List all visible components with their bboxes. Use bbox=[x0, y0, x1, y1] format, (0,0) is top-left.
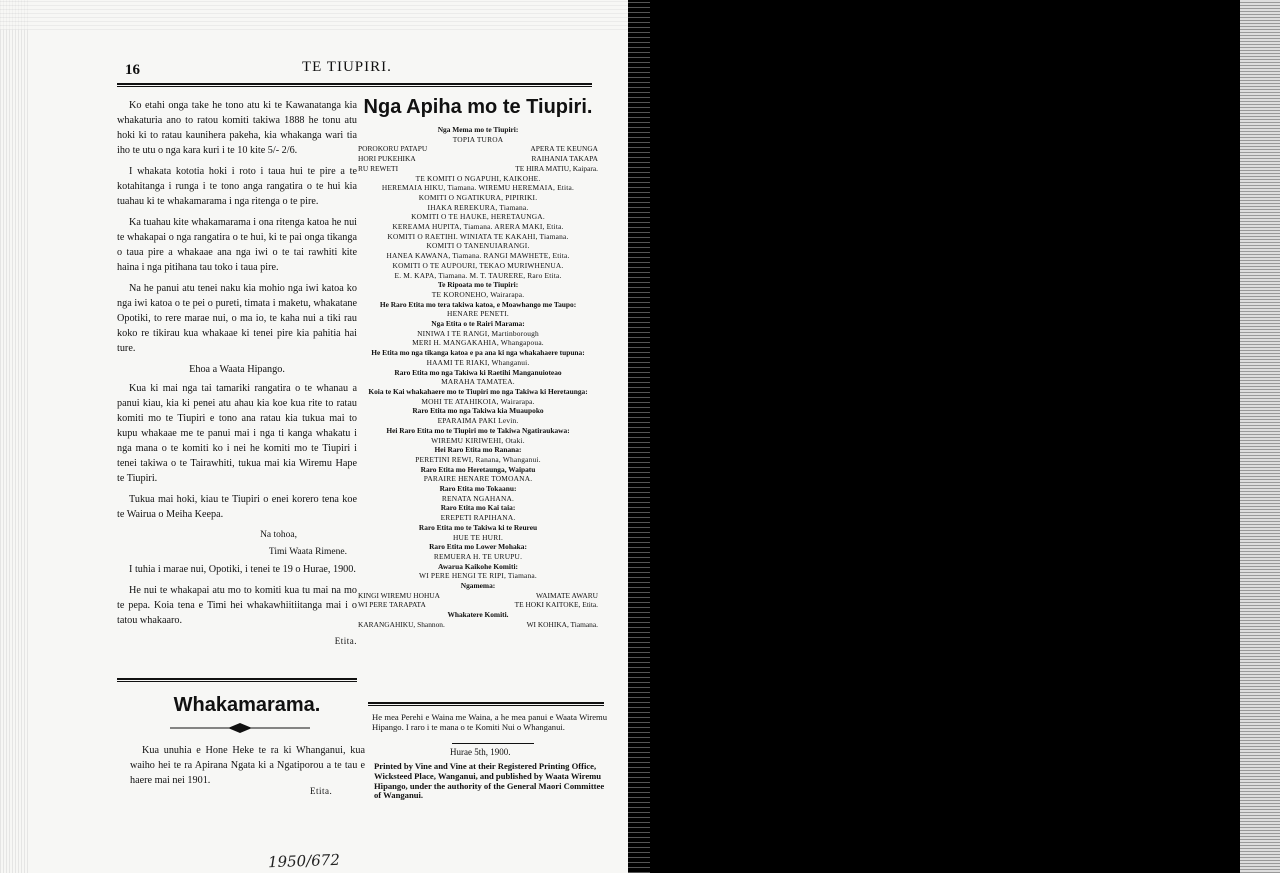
letter-heading: Ehoa a Waata Hipango. bbox=[189, 364, 285, 375]
officer-name: RAIHANIA TAKAPA bbox=[531, 154, 598, 164]
officer-name: IHAKA REREKURA, Tiamana. bbox=[427, 202, 529, 212]
officer-heading: He Raro Etita mo tera takiwa katoa, e Moawhango me Taupo: bbox=[379, 299, 577, 309]
left-column bbox=[117, 98, 357, 655]
officer-name: MARAHA TAMATEA. bbox=[441, 377, 515, 387]
officer-name: TE HIRA MATIU, Kaipara. bbox=[515, 163, 598, 173]
header-rule bbox=[117, 83, 592, 87]
closing: Na tohoa, bbox=[260, 530, 297, 540]
officer-heading: He Etita mo nga tikanga katoa e pa ana ki nga whakahaere tupuna: bbox=[371, 348, 585, 358]
officer-name: TE KORONEHO, Wairarapa. bbox=[431, 289, 525, 299]
officer-heading: Raro Etita mo te Takiwa ki te Reureu bbox=[418, 522, 538, 532]
officer-name: KOMITI O TANENUIARANGI. bbox=[426, 241, 530, 251]
scanner-background bbox=[628, 0, 1280, 873]
scan-edge bbox=[1240, 0, 1280, 873]
section-body bbox=[130, 743, 365, 788]
officer-name: MERI H. MANGAKAHIA, Whangapoua. bbox=[412, 338, 544, 348]
officer-name: E. M. KAPA, Tiamana. M. T. TAURERE, Raro Etita. bbox=[394, 270, 562, 280]
officer-name: REMUERA H. TE URUPU. bbox=[433, 551, 523, 561]
officer-name: KOMITI O NGATIKURA, PIPIRIKI. bbox=[418, 192, 538, 202]
officer-name: TE HOKI KAITOKE, Etita. bbox=[514, 600, 598, 610]
officer-pair bbox=[358, 591, 598, 601]
officer-name: WAIMATE AWARU bbox=[535, 590, 598, 600]
officer-name: HORI PUKEHIKA bbox=[358, 154, 416, 164]
paragraph: Kua ki mai nga tai tamariki rangatira o te whanau a panui kiau, kia ki penei atu ahau kia koe kua rite to ratau komiti mo te Tiupiri e tono ana ratau kia tukua mai to kupu whakaae me te panui mai i nga ti kanga whakatu i nga mana o te komiti ko i nei he komiti mo te Tiupiri i tenei takiwa o te Tairawhiti, tukua mai kia Wiremu Hape te Tiupiri. bbox=[117, 383, 357, 484]
publisher-notice: He mea Perehi e Waina me Waina, a he mea panui e Waata Wiremu Hipango. I raro i te mana o te Komiti Nui o Whanganui. bbox=[372, 712, 607, 732]
scan-edge bbox=[628, 0, 650, 873]
officer-name: HAAMI TE RIAKI, Whanganui. bbox=[426, 357, 530, 367]
section-title: Whakamarama. bbox=[173, 694, 321, 716]
officer-heading: Koia te Kai whakahaere mo te Tiupiri mo nga Takiwa ki Heretaunga: bbox=[368, 386, 588, 396]
footnote: He nui te whakapai atu mo to komiti kua tu mai na mo te pepa. Koia tena e Timi hei whakawhiitiitanga mai i o tatou whakaaro. bbox=[117, 585, 357, 626]
paragraph: Tukua mai hoki, kiau te Tiupiri o enei korero tena koe te Wairua o Meiha Keepa. bbox=[117, 494, 357, 520]
officer-name: TOPIA TUROA bbox=[452, 134, 504, 144]
officer-name: WI PERE TARAPATA bbox=[358, 600, 426, 610]
officers-list bbox=[358, 125, 598, 630]
officer-heading: Raro Etita mo Heretaunga, Waipatu bbox=[420, 464, 536, 474]
officer-name: POROKORU PATAPU bbox=[358, 144, 428, 154]
officer-name: RU REWETI bbox=[358, 163, 399, 173]
officer-name: WI PERE HENGI TE RIPI, Tiamana. bbox=[419, 571, 537, 581]
officer-name: KEREAMA HUPITA, Tiamana. ARERA MAKI, Etita. bbox=[392, 222, 564, 232]
officer-heading: Nga Etita o te Rairi Marama: bbox=[431, 319, 525, 329]
officer-name: HUE TE HURI. bbox=[452, 532, 504, 542]
officer-name: MOHI TE ATAHIKOIA, Wairarapa. bbox=[421, 396, 535, 406]
officer-name: EPARAIMA PAKI Levin. bbox=[437, 416, 519, 426]
right-column bbox=[358, 96, 598, 630]
newspaper-page bbox=[0, 0, 628, 873]
printer-imprint: Printed by Vine and Vine at their Registered Printing Office, Wicksteed Place, Wanganui, and published by Waata Wiremu Hipango, under the authority of the General Maori Committee of Wanganui. bbox=[374, 761, 605, 801]
officer-name: WI KOHIKA, Tiamana. bbox=[526, 619, 598, 629]
officer-pair bbox=[358, 144, 598, 154]
officer-name: WIREMU KIRIWEHI, Otaki. bbox=[431, 435, 525, 445]
officer-name: TE KOMITI O NGAPUHI, KAIKOHE. bbox=[415, 173, 541, 183]
officer-heading: Hei Raro Etita mo te Tiupiri mo te Takiwa Ngatiraukawa: bbox=[386, 425, 570, 435]
officer-name: KINGI WIREMU HOHUA bbox=[358, 590, 440, 600]
editor-signature: Etita. bbox=[334, 636, 357, 646]
officer-name: HENARE PENETI. bbox=[447, 309, 509, 319]
officer-name: EREPETI RAPIHANA. bbox=[440, 513, 516, 523]
handwritten-note: 1950/672 bbox=[267, 850, 341, 872]
officer-heading: Awarua Kaikohe Komiti: bbox=[438, 561, 518, 571]
paragraph: Ko etahi onga take he tono atu ki te Kawanatanga kia whakaturia ano to ratou komiti takiwa 1888 he tonu atu hoki ki to ratau kaunihera pakeha, kia whakanga wari tia iho te utu o nga kara kuri i te 10 kite 5/- 2/6. bbox=[117, 100, 357, 156]
officer-pair bbox=[358, 154, 598, 164]
officer-name: NINIWA I TE RANGI, Martinborough bbox=[417, 328, 539, 338]
officer-pair bbox=[358, 620, 598, 630]
officer-name: PARAIRE HENARE TOMOANA. bbox=[423, 474, 533, 484]
officer-name: APERA TE KEUNGA bbox=[530, 144, 598, 154]
officer-heading: Raro Etita mo nga Takiwa kia Muaupoko bbox=[412, 406, 544, 416]
officer-pair bbox=[358, 164, 598, 174]
officers-title: Nga Apiha mo te Tiupiri. bbox=[363, 96, 593, 118]
short-rule bbox=[452, 743, 534, 744]
page-number: 16 bbox=[125, 62, 140, 78]
section-rule bbox=[368, 702, 604, 706]
officer-heading: Raro Etita mo Kai taia: bbox=[440, 503, 516, 513]
scan-edge-left bbox=[0, 0, 30, 873]
officer-pair bbox=[358, 600, 598, 610]
section-rule bbox=[117, 678, 357, 682]
officer-heading: Te Ripoata mo te Tiupiri: bbox=[437, 280, 519, 290]
officer-heading: Raro Etita mo nga Takiwa ki Raetihi Manganuioteao bbox=[394, 367, 562, 377]
officer-heading: Whakatere Komiti. bbox=[447, 610, 509, 620]
place-date: I tuhia i marae nui, Opotiki, i tenei te 19 o Hurae, 1900. bbox=[129, 564, 356, 575]
officer-name: KOMITI O TE AUPOURI, TEKAO MURIWHENUA. bbox=[392, 260, 564, 270]
officer-heading: Nga Mema mo te Tiupiri: bbox=[437, 125, 519, 134]
officer-name: HANEA KAWANA, Tiamana. RANGI MAWHETE, Etita. bbox=[386, 251, 570, 261]
editor-signature: Etita. bbox=[310, 786, 333, 796]
newspaper-title: TE TIUPIRI. bbox=[302, 59, 392, 75]
officer-heading: Raro Etita mo Lower Mohaka: bbox=[429, 542, 527, 552]
officer-name: KOMITI O TE HAUKE, HERETAUNGA. bbox=[411, 212, 545, 222]
officer-name: KARANGAHIKU, Shannon. bbox=[358, 619, 445, 629]
signature: Timi Waata Rimene. bbox=[268, 547, 347, 557]
paragraph: Na he panui atu tenei naku kia mohio nga iwi katoa ko nga iwi katoa o te pei o pureti, timata i maketu, whakatane Opotiki, to rere marae nui, o ma io, te kaha nui a tiki rau koko re tikirau kua whakaae ki tenei pire kia pahitia hai ture. bbox=[117, 283, 357, 354]
officer-heading: Hei Raro Etita mo Ranana: bbox=[434, 445, 522, 455]
officer-name: PERETINI REWI, Ranana, Whanganui. bbox=[415, 454, 541, 464]
paragraph: I whakata kototia hoki i roto i taua hui te pire a te kotahitanga i runga i te tono anga rangatira o te hui kia tuahau ki te whakamarama i nga ritenga o te pire. bbox=[117, 166, 357, 207]
paragraph: Ka tuahau kite whakamarama i ona ritenga katoa he nui te whakapai o nga rangatira o te hui, ki te pai onga tikanga o taua pire a whakaae ana nga iwi o te tai rawhiti kite haina i nga pitihana tau toko i taua pire. bbox=[117, 217, 357, 273]
issue-date: Hurae 5th, 1900. bbox=[450, 747, 511, 757]
officer-name: RENATA NGAHANA. bbox=[441, 493, 515, 503]
scan-edge-top bbox=[0, 0, 628, 30]
paragraph: Kua unuhia e Hone Heke te ra ki Whanganui, kua waiho hei te ra Apirana Ngata ki a Ngatiporou a te tau e haere mai nei 1901. bbox=[130, 745, 365, 786]
officer-name: HEREMAIA HIKU, Tiamana. WIREMU HEREMAIA, Etita. bbox=[381, 183, 575, 193]
officer-heading: Raro Etita mo Tokaanu: bbox=[439, 484, 517, 494]
officer-name: KOMITI O RAETIHI. WINIATA TE KAKAHI, Tiamana. bbox=[387, 231, 569, 241]
ornament-divider bbox=[170, 722, 310, 734]
officer-heading: Ngamema: bbox=[460, 581, 496, 591]
